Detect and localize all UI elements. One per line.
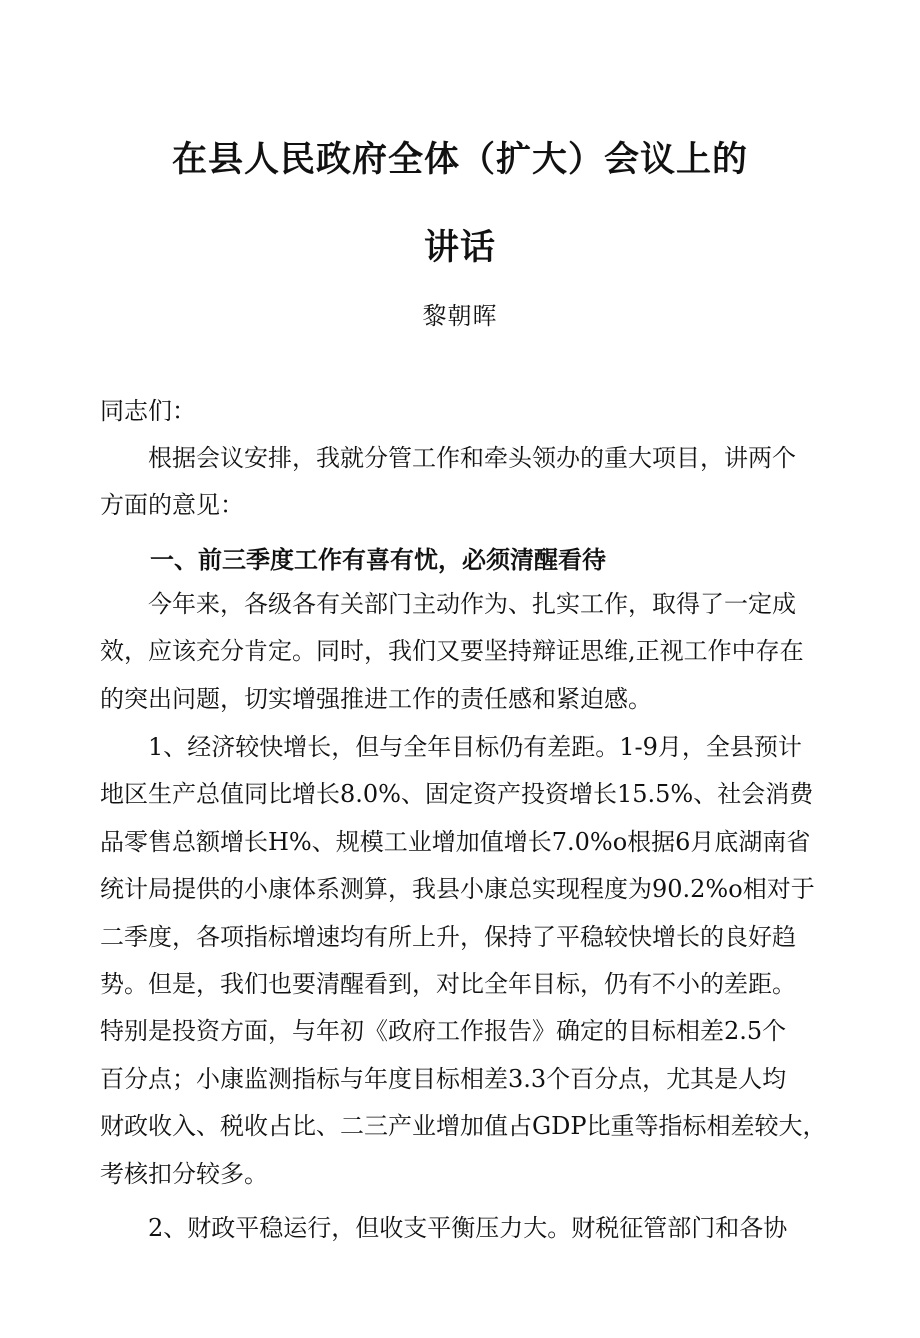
paragraph-2: [100, 724, 830, 1198]
paragraph-3: [100, 1205, 830, 1252]
paragraph-line: 统计局提供的小康体系测算，我县小康总实现程度为90.2%o相对于: [100, 875, 815, 904]
salutation: [100, 388, 830, 435]
intro-line: 根据会议安排，我就分管工作和牵头领办的重大项目，讲两个: [100, 444, 796, 472]
intro-paragraph: [100, 435, 830, 530]
paragraph-line: 2、财政平稳运行，但收支平衡压力大。财税征管部门和各协: [100, 1214, 788, 1242]
salutation-line: 同志们：: [100, 397, 196, 425]
author-name: 黎朝晖: [422, 302, 498, 330]
document-title-line-2: 讲话: [423, 228, 496, 268]
paragraph-line: 品零售总额增长H%、规模工业增加值增长7.0%o根据6月底湖南省: [100, 827, 811, 856]
paragraph-line: 地区生产总值同比增长8.0%、固定资产投资增长15.5%、社会消费: [100, 780, 814, 809]
paragraph-line: 二季度，各项指标增速均有所上升，保持了平稳较快增长的良好趋: [100, 922, 796, 951]
paragraph-line: 势。但是，我们也要清醒看到，对比全年目标，仍有不小的差距。: [100, 969, 796, 998]
paragraph-line: 的突出问题，切实增强推进工作的责任感和紧迫感。: [100, 684, 652, 713]
paragraph-line: 百分点；小康监测指标与年度目标相差3.3个百分点，尤其是人均: [100, 1064, 787, 1093]
section-1-heading: 一、前三季度工作有喜有忧，必须清醒看待: [150, 546, 606, 574]
paragraph-line: 1、经济较快增长，但与全年目标仍有差距。1-9月，全县预计: [100, 733, 802, 761]
intro-line: 方面的意见：: [100, 491, 244, 520]
paragraph-1: [100, 581, 830, 723]
paragraph-line: 效，应该充分肯定。同时，我们又要坚持辩证思维,正视工作中存在: [100, 637, 804, 666]
paragraph-line: 财政收入、税收占比、二三产业增加值占GDP比重等指标相差较大，: [100, 1112, 827, 1141]
paragraph-line: 今年来，各级各有关部门主动作为、扎实工作，取得了一定成: [100, 590, 796, 618]
document-title-line-1: 在县人民政府全体（扩大）会议上的: [171, 140, 748, 180]
paragraph-line: 考核扣分较多。: [100, 1159, 268, 1188]
paragraph-line: 特别是投资方面，与年初《政府工作报告》确定的目标相差2.5个: [100, 1017, 787, 1046]
